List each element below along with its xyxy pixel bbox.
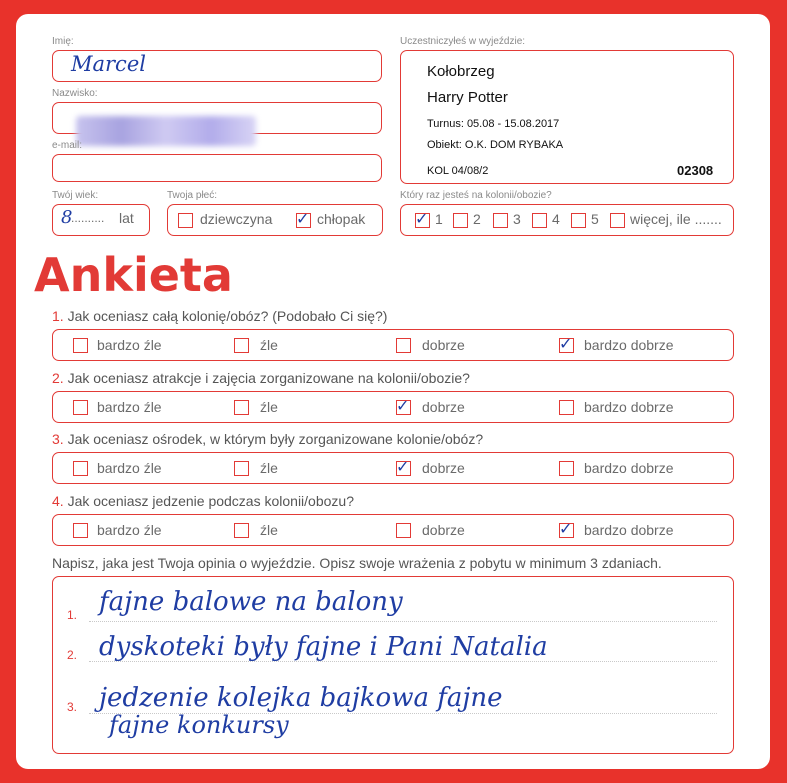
age-value: 8 [61, 207, 73, 228]
line-number: 2. [67, 648, 78, 662]
question-number: 1. [52, 308, 64, 324]
option-label: źle [260, 522, 278, 538]
opinion-box[interactable] [52, 576, 734, 754]
gender-label: Twoja płeć: [167, 190, 218, 201]
option-label: dobrze [422, 399, 465, 415]
option-bardzo-dobrze[interactable] [559, 519, 574, 538]
option-label: dobrze [422, 460, 465, 476]
question-text: Jak oceniasz jedzenie podczas kolonii/obozu? [67, 493, 354, 509]
option-label: dobrze [422, 337, 465, 353]
checkbox-time-1[interactable] [415, 209, 430, 228]
writing-line [89, 621, 717, 622]
handwritten-line-2: dyskoteki były fajne i Pani Natalia [99, 632, 548, 662]
first-name-value: Marcel [71, 52, 146, 76]
checkbox-female[interactable] [178, 213, 193, 228]
first-name-field[interactable] [52, 50, 382, 82]
line-number: 3. [67, 700, 78, 714]
email-field[interactable] [52, 154, 382, 182]
survey-title: Ankieta [34, 248, 233, 302]
answer-row-4 [52, 514, 734, 546]
time-more-label: więcej, ile ....... [630, 211, 722, 227]
question-2 [52, 370, 470, 386]
line-number: 1. [67, 608, 78, 622]
option-dobrze[interactable] [396, 338, 411, 353]
checkbox-time-5[interactable] [571, 213, 586, 228]
opinion-prompt: Napisz, jaka jest Twoja opinia o wyjeździe. Opisz swoje wrażenia z pobytu w minimum 3 zdaniach. [52, 555, 662, 571]
option-bardzo-zle[interactable] [73, 461, 88, 476]
age-label: Twój wiek: [52, 190, 99, 201]
option-label: bardzo źle [97, 399, 162, 415]
handwritten-line-1: fajne balowe na balony [99, 587, 403, 617]
trip-info-box [400, 50, 734, 184]
checkbox-time-more[interactable] [610, 213, 625, 228]
option-label: bardzo dobrze [584, 460, 674, 476]
first-name-label: Imię: [52, 36, 74, 47]
checkbox-male[interactable] [296, 209, 311, 228]
trip-turnus: Turnus: 05.08 - 15.08.2017 [427, 118, 560, 130]
option-label: dobrze [422, 522, 465, 538]
option-label: źle [260, 460, 278, 476]
which-time-label: Który raz jesteś na kolonii/obozie? [400, 190, 552, 201]
handwritten-line-3: jedzenie kolejka bajkowa fajne [99, 683, 503, 713]
option-zle[interactable] [234, 461, 249, 476]
trip-code: 02308 [677, 163, 714, 178]
gender-male-label: chłopak [317, 211, 366, 227]
option-dobrze[interactable] [396, 457, 411, 476]
question-text: Jak oceniasz całą kolonię/obóz? (Podobało Ci się?) [67, 308, 388, 324]
last-name-label: Nazwisko: [52, 88, 98, 99]
option-dobrze[interactable] [396, 396, 411, 415]
survey-sheet [16, 14, 770, 769]
option-zle[interactable] [234, 400, 249, 415]
checkbox-time-2[interactable] [453, 213, 468, 228]
time-4-label: 4 [552, 211, 560, 227]
email-label: e-mail: [52, 140, 83, 151]
question-text: Jak oceniasz atrakcje i zajęcia zorganizowane na kolonii/obozie? [67, 370, 470, 386]
question-text: Jak oceniasz ośrodek, w którym były zorganizowane kolonie/obóz? [67, 431, 484, 447]
option-bardzo-zle[interactable] [73, 400, 88, 415]
handwritten-line-4: fajne konkursy [109, 711, 289, 739]
check-mark: ✓ [415, 209, 429, 228]
question-4 [52, 493, 354, 509]
option-label: bardzo źle [97, 522, 162, 538]
option-label: źle [260, 337, 278, 353]
question-number: 2. [52, 370, 64, 386]
option-label: bardzo dobrze [584, 522, 674, 538]
question-1 [52, 308, 387, 324]
checkbox-time-4[interactable] [532, 213, 547, 228]
check-mark: ✓ [296, 209, 310, 228]
check-mark: ✓ [396, 396, 410, 415]
answer-row-3 [52, 452, 734, 484]
check-mark: ✓ [559, 334, 573, 353]
check-mark: ✓ [559, 519, 573, 538]
trip-label: Uczestniczyłeś w wyjeździe: [400, 36, 526, 47]
time-5-label: 5 [591, 211, 599, 227]
which-time-field [400, 204, 734, 236]
option-bardzo-zle[interactable] [73, 338, 88, 353]
option-bardzo-zle[interactable] [73, 523, 88, 538]
trip-city: Kołobrzeg [427, 63, 495, 80]
option-bardzo-dobrze[interactable] [559, 400, 574, 415]
option-label: bardzo dobrze [584, 337, 674, 353]
answer-row-1 [52, 329, 734, 361]
question-3 [52, 431, 483, 447]
question-number: 4. [52, 493, 64, 509]
checkbox-time-3[interactable] [493, 213, 508, 228]
check-mark: ✓ [396, 457, 410, 476]
trip-theme: Harry Potter [427, 89, 508, 106]
option-bardzo-dobrze[interactable] [559, 461, 574, 476]
trip-obiekt: Obiekt: O.K. DOM RYBAKA [427, 139, 564, 151]
time-3-label: 3 [513, 211, 521, 227]
option-dobrze[interactable] [396, 523, 411, 538]
option-label: bardzo dobrze [584, 399, 674, 415]
question-number: 3. [52, 431, 64, 447]
redacted-name [76, 116, 256, 146]
answer-row-2 [52, 391, 734, 423]
gender-field [167, 204, 383, 236]
time-1-label: 1 [435, 211, 443, 227]
option-label: bardzo źle [97, 337, 162, 353]
trip-kol: KOL 04/08/2 [427, 165, 489, 177]
option-zle[interactable] [234, 338, 249, 353]
option-label: bardzo źle [97, 460, 162, 476]
time-2-label: 2 [473, 211, 481, 227]
option-bardzo-dobrze[interactable] [559, 334, 574, 353]
option-label: źle [260, 399, 278, 415]
age-dots: .......... [71, 211, 105, 225]
age-unit: lat [119, 210, 134, 226]
option-zle[interactable] [234, 523, 249, 538]
gender-female-label: dziewczyna [200, 211, 273, 227]
age-field[interactable] [52, 204, 150, 236]
